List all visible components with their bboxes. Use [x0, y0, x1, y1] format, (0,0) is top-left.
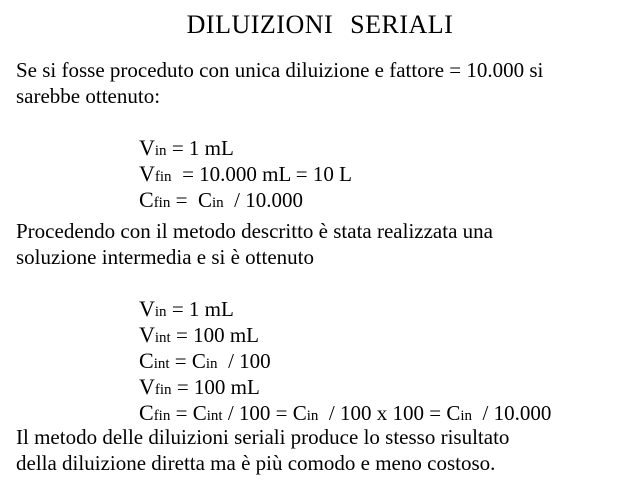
- formula-text: = 100 mL: [170, 323, 259, 347]
- formula-text: = C: [170, 401, 207, 425]
- formula-block-single: [118, 109, 352, 212]
- formula-subscript: int: [206, 408, 223, 424]
- formula-text: = 1 mL: [166, 136, 234, 160]
- formula-text: / 100 x 100 = C: [318, 401, 461, 425]
- formula-text: = 10.000 mL = 10 L: [171, 162, 352, 186]
- paragraph-line: soluzione intermedia e si è ottenuto: [16, 245, 314, 269]
- paragraph-line: Il metodo delle diluizioni seriali produce lo stesso risultato: [16, 425, 510, 449]
- formula-text: = 1 mL: [166, 297, 234, 321]
- paragraph-line: sarebbe ottenuto:: [16, 84, 161, 108]
- formula-subscript: fin: [153, 408, 171, 424]
- paragraph-single-dilution: [16, 57, 626, 109]
- paragraph-line: Se si fosse proceduto con unica diluizione e fattore = 10.000 si: [16, 58, 544, 82]
- formula-text: / 100: [217, 349, 271, 373]
- formula-line: [118, 109, 352, 160]
- formula-text: = 100 mL: [171, 375, 260, 399]
- formula-subscript: int: [154, 330, 171, 346]
- paragraph-line: della diluizione diretta ma è più comodo e meno costoso.: [16, 451, 496, 475]
- formula-text: = C: [169, 349, 206, 373]
- formula-symbol: V: [139, 135, 155, 160]
- formula-symbol: V: [139, 296, 155, 321]
- formula-text: / 100 = C: [222, 401, 307, 425]
- formula-line: [118, 270, 551, 321]
- formula-symbol: V: [139, 161, 155, 186]
- formula-block-serial: [118, 270, 552, 425]
- formula-text: = C: [170, 188, 212, 212]
- formula-subscript: in: [154, 304, 167, 320]
- formula-subscript: fin: [154, 382, 172, 398]
- formula-text: / 10.000: [223, 188, 303, 212]
- paragraph-serial-dilution: [16, 218, 626, 270]
- formula-subscript: in: [211, 195, 224, 211]
- formula-subscript: in: [460, 408, 473, 424]
- formula-subscript: in: [205, 356, 218, 372]
- formula-subscript: fin: [154, 169, 172, 185]
- formula-symbol: C: [139, 400, 154, 425]
- formula-symbol: C: [139, 187, 154, 212]
- formula-text: / 10.000: [472, 401, 552, 425]
- formula-subscript: fin: [153, 195, 171, 211]
- paragraph-line: Procedendo con il metodo descritto è stata realizzata una: [16, 219, 493, 243]
- paragraph-conclusion: [16, 424, 626, 476]
- formula-symbol: C: [139, 348, 154, 373]
- formula-symbol: V: [139, 374, 155, 399]
- formula-subscript: in: [154, 143, 167, 159]
- slide-title: DILUIZIONI SERIALI: [186, 10, 454, 39]
- formula-subscript: in: [306, 408, 319, 424]
- formula-symbol: V: [139, 322, 155, 347]
- formula-subscript: int: [153, 356, 170, 372]
